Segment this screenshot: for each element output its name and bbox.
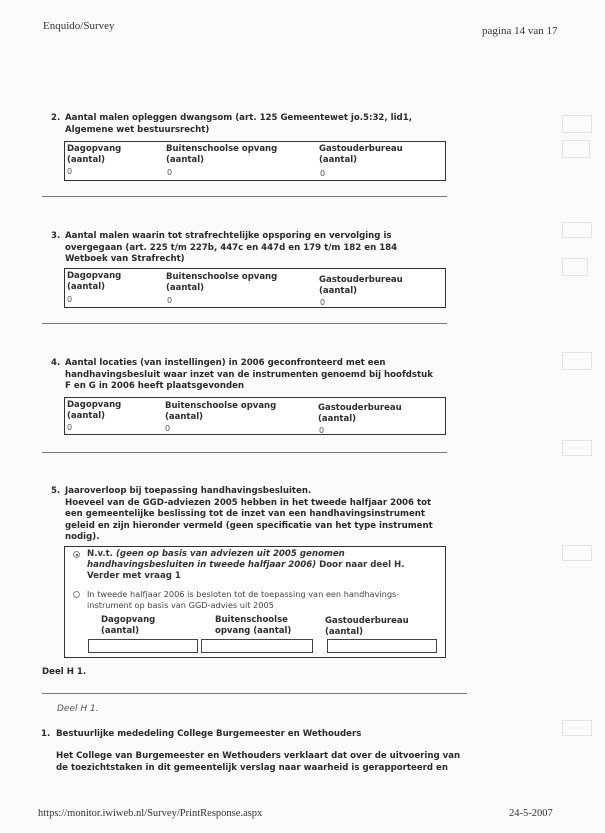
section-title: Deel H 1.	[57, 704, 99, 714]
radio-nvt[interactable]	[73, 551, 80, 558]
column-header-dagopvang: Dagopvang (aantal)	[67, 400, 122, 421]
question-number: 3.	[51, 231, 61, 241]
column-header-gastouder: Gastouderbureau (aantal)	[319, 144, 403, 165]
question-2	[51, 113, 465, 136]
question-text: handhavingsbesluit waar inzet van de instrumenten genoemd bij hoofdstuk	[65, 369, 433, 380]
statement-text: Het College van Burgemeester en Wethouders verklaart dat over de uitvoering van de toezichtstaken in dit gemeentelijk verslag naar waarheid is gerapporteerd en	[56, 751, 461, 773]
question-number: 1.	[41, 729, 51, 739]
divider	[42, 323, 447, 324]
radio-besloten[interactable]	[73, 591, 80, 598]
question-text: Aantal malen opleggen dwangsom (art. 125 Gemeentewet jo.5:32, lid1,	[65, 113, 412, 123]
answer-table	[64, 397, 446, 435]
question-text: een gemeentelijke beslissing tot de inzet van een handhavingsinstrument	[65, 509, 426, 519]
options-panel	[64, 546, 446, 658]
column-header-bso: Buitenschoolse opvang (aantal)	[166, 144, 278, 165]
value-dagopvang: 0	[67, 167, 73, 176]
value-dagopvang: 0	[67, 423, 73, 432]
column-header-gastouder: Gastouderbureau (aantal)	[318, 403, 402, 424]
column-header-bso: Buitenschoolse opvang (aantal)	[166, 272, 278, 293]
question-text: Aantal malen waarin tot strafrechtelijke opsporing en vervolging is	[65, 231, 392, 241]
column-header-bso: Buitenschoolse opvang (aantal)	[165, 401, 277, 422]
value-gastouder: 0	[320, 169, 326, 178]
question-3	[51, 231, 465, 266]
input-dagopvang[interactable]	[88, 639, 198, 653]
footer-date: 24-5-2007	[509, 808, 553, 819]
column-header-dagopvang: Dagopvang (aantal)	[101, 615, 156, 636]
option-nvt-label[interactable]: N.v.t. (geen op basis van adviezen uit 2005 genomen handhavingsbesluiten in tweede halfjaar 2006) Door naar deel H. Verder met vraag 1	[87, 549, 405, 581]
value-dagopvang: 0	[67, 295, 73, 304]
value-gastouder: 0	[320, 298, 326, 307]
question-title: Bestuurlijke mededeling College Burgemeester en Wethouders	[56, 729, 362, 739]
question-text: Wetboek van Strafrecht)	[65, 254, 185, 264]
column-header-dagopvang: Dagopvang (aantal)	[67, 271, 122, 292]
question-number: 2.	[51, 113, 61, 123]
value-bso: 0	[167, 296, 173, 305]
section-label: Deel H 1.	[42, 667, 87, 677]
value-bso: 0	[167, 168, 173, 177]
column-header-gastouder: Gastouderbureau (aantal)	[319, 275, 403, 296]
question-5	[51, 486, 485, 544]
question-text: overgegaan (art. 225 t/m 227b, 447c en 447d en 179 t/m 182 en 184	[65, 242, 398, 253]
input-gastouder[interactable]	[327, 639, 437, 653]
app-title: Enquido/Survey	[43, 20, 115, 32]
footer-url: https://monitor.iwiweb.nl/Survey/PrintResponse.aspx	[38, 808, 263, 819]
divider	[42, 196, 447, 197]
question-h1	[41, 729, 476, 741]
column-header-bso: Buitenschoolse opvang (aantal)	[215, 615, 292, 636]
column-header-dagopvang: Dagopvang (aantal)	[67, 144, 122, 165]
page-number: pagina 14 van 17	[482, 25, 558, 37]
value-bso: 0	[165, 424, 171, 433]
answer-table	[64, 268, 446, 308]
question-text: Jaaroverloop bij toepassing handhavingsbesluiten.	[65, 486, 312, 496]
divider	[42, 452, 447, 453]
question-text: Hoeveel van de GGD-adviezen 2005 hebben in het tweede halfjaar 2006 tot	[65, 497, 432, 508]
question-number: 5.	[51, 486, 61, 496]
answer-table	[64, 141, 446, 181]
question-text: nodig).	[65, 532, 100, 542]
option-besloten-label[interactable]: In tweede halfjaar 2006 is besloten tot de toepassing van een handhavings- instrument op basis van GGD-advies uit 2005	[87, 589, 400, 610]
input-bso[interactable]	[201, 639, 313, 653]
question-text: Algemene wet bestuursrecht)	[65, 124, 210, 135]
question-text: Aantal locaties (van instellingen) in 2006 geconfronteerd met een	[65, 358, 386, 368]
divider	[42, 693, 467, 694]
column-header-gastouder: Gastouderbureau (aantal)	[325, 616, 409, 637]
question-text: F en G in 2006 heeft plaatsgevonden	[65, 381, 245, 391]
question-4	[51, 358, 485, 393]
question-text: geleid en zijn hieronder vermeld (geen specificatie van het type instrument	[65, 520, 433, 531]
value-gastouder: 0	[319, 426, 325, 435]
question-number: 4.	[51, 358, 61, 368]
